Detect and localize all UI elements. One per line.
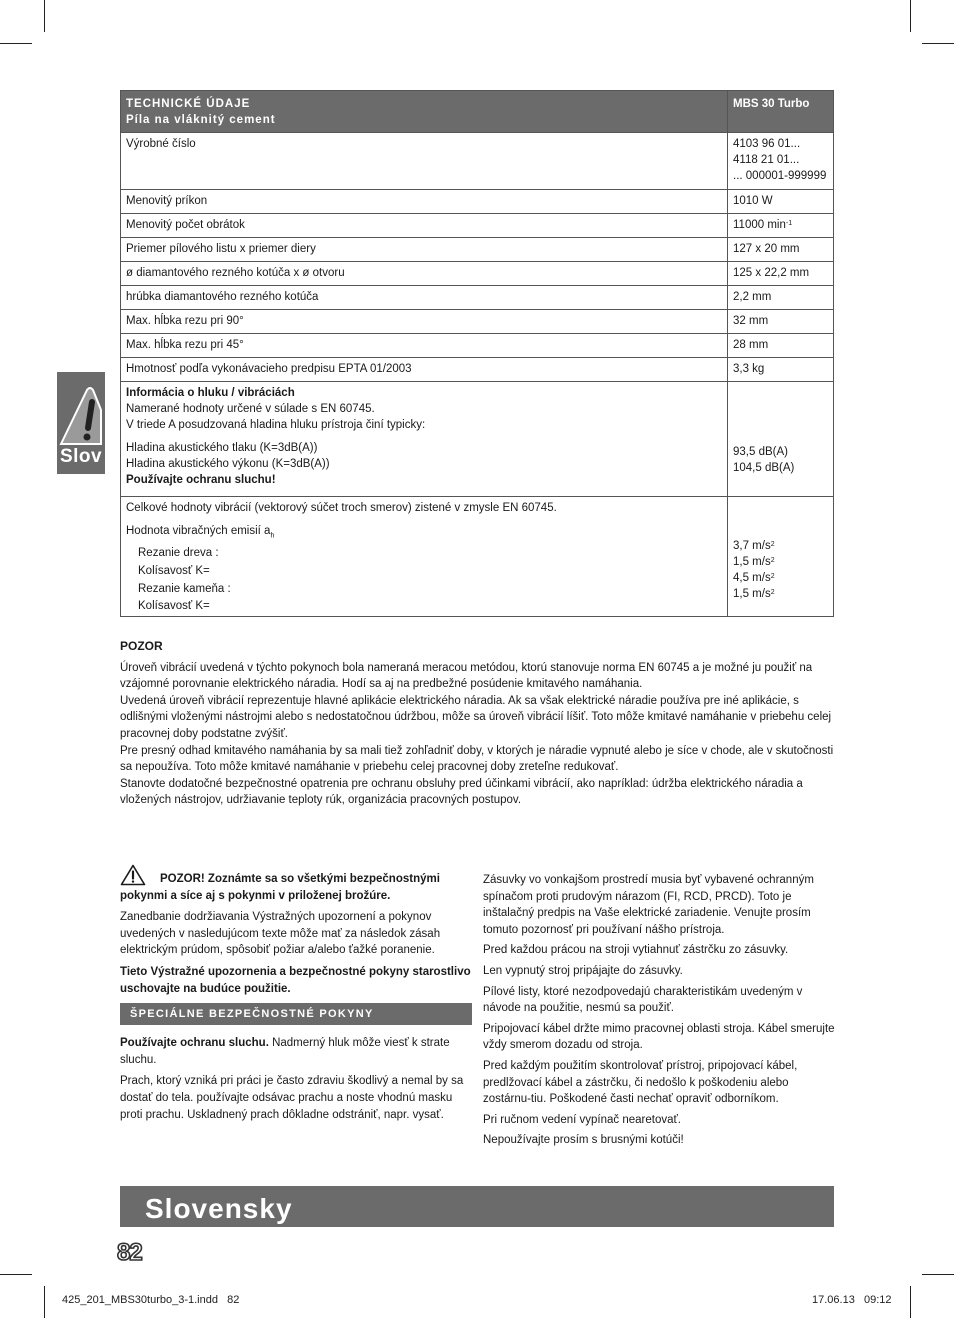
table-row (121, 286, 834, 310)
noise-line: Hladina akustického tlaku (K=3dB(A)) (126, 442, 318, 454)
vibration-value (733, 554, 828, 570)
pozor-paragraph: Úroveň vibrácií uvedená v týchto pokynoch bola nameraná meracou metódou, ktorú stanovuje norma EN 60745 a je možné ju použiť na vzájomné porovnanie elektrického náradia. Hodí sa aj na predbežné posúdenie kmitavého namáhania. (120, 661, 813, 691)
vibration-text: Hodnota vibračných emisií a (126, 525, 271, 537)
language-side-tab (57, 372, 105, 474)
header-title: TECHNICKÉ ÚDAJE (126, 98, 251, 110)
row-value: 2,2 mm (728, 286, 834, 310)
header-model: MBS 30 Turbo (728, 91, 834, 133)
row-value-line: 4103 96 01... (733, 138, 801, 150)
safety-warning (120, 864, 472, 904)
crop-mark (910, 0, 911, 32)
noise-line: V triede A posudzovaná hladina hluku prístroja činí typicky: (126, 419, 426, 431)
side-tab-label: Slov (59, 446, 103, 468)
header-subtitle: Píla na vláknitý cement (126, 114, 276, 126)
crop-mark (922, 1274, 954, 1275)
warning-icon (57, 386, 105, 448)
vibration-value (733, 570, 828, 586)
vibration-line: Rezanie kameňa : (138, 583, 231, 596)
crop-mark (0, 43, 32, 44)
row-value-line: ... 000001-999999 (733, 170, 827, 182)
page-number: 82 (117, 1239, 142, 1266)
vibration-value (733, 538, 828, 554)
table-row (121, 310, 834, 334)
table-row (121, 358, 834, 382)
paragraph-rest: Nadmerný hluk môže viesť k strate sluchu. (120, 1037, 450, 1066)
pozor-heading: POZOR (120, 639, 163, 653)
footer-datetime: 17.06.13 09:12 (812, 1294, 892, 1306)
paragraph: Prach, ktorý vzniká pri práci je často zdraviu škodlivý a nemal by sa dostať do tela. používajte odsávac prachu a noste vhodnú masku proti prachu. Uskladnený prach dôkladne odstrániť, napr. vysať. (120, 1075, 464, 1121)
safety-warning-text: POZOR! Zoznámte sa so všetkými bezpečnostnými pokynmi a síce aj s pokynmi v priloženej brožúre. (120, 873, 440, 902)
paragraph: Pri ručnom vedení vypínač nearetovať. (483, 1113, 681, 1126)
crop-mark (910, 1286, 911, 1318)
row-label: hrúbka diamantového rezného kotúča (121, 286, 728, 310)
crop-mark (922, 43, 954, 44)
table-row (121, 238, 834, 262)
language-bar (120, 1186, 834, 1227)
paragraph: Pripojovací kábel držte mimo pracovnej oblasti stroja. Kábel smerujte vždy smerom dozadu od stroja. (483, 1022, 835, 1052)
vibration-value (733, 586, 828, 602)
vibration-line (126, 523, 722, 544)
noise-values (728, 382, 834, 497)
noise-line: Namerané hodnoty určené v súlade s EN 60745. (126, 403, 375, 415)
vibration-info (121, 497, 728, 617)
vibration-value-text: 4,5 m/s (733, 572, 771, 584)
warning-triangle-icon (120, 864, 146, 886)
crop-mark (44, 1286, 45, 1318)
vibration-value-text: 1,5 m/s (733, 556, 771, 568)
superscript: 2 (770, 573, 775, 580)
superscript: 2 (770, 589, 775, 596)
language-title: Slovensky (145, 1193, 293, 1224)
pozor-section (120, 638, 834, 809)
row-label: Max. hĺbka rezu pri 90° (121, 310, 728, 334)
vibration-line: Kolísavosť K= (138, 565, 210, 578)
paragraph-lead: Používajte ochranu sluchu. (120, 1037, 269, 1050)
superscript: 2 (770, 541, 775, 548)
noise-title: Informácia o hluku / vibráciách (126, 387, 295, 399)
row-value: 127 x 20 mm (728, 238, 834, 262)
right-column (483, 872, 835, 1153)
vibration-line: Kolísavosť K= (138, 600, 210, 613)
table-header-title (121, 91, 728, 133)
crop-mark (44, 0, 45, 32)
vibration-value-text: 3,7 m/s (733, 540, 771, 552)
row-value: 28 mm (728, 334, 834, 358)
vibration-row (121, 497, 834, 617)
pozor-paragraph: Stanovte dodatočné bezpečnostné opatrenia pre ochranu obsluhy pred účinkami vibrácií, ako napríklad: údržba elektrického náradia a vložených nástrojov, udržiavanie teploty rúk, organizácia pracovných postupov. (120, 777, 803, 807)
table-row (121, 133, 834, 190)
paragraph: Pred každým použitím skontrolovať prístroj, pripojovací kábel, predlžovací kábel a zástrčku, či nedošlo k poškodeniu alebo zostárnu-tiu. Poškodené časti nechať opraviť odborníkom. (483, 1059, 798, 1106)
pozor-paragraph: Pre presný odhad kmitavého namáhania by sa mali tiež zohľadniť doby, v ktorých je náradie vypnuté alebo je síce v chode, ale v skutočnosti sa nepoužíva. Toto môže kmitavé namáhanie v priebehu celej pracovnej doby zreteľne redukovať. (120, 744, 834, 774)
row-value: 32 mm (728, 310, 834, 334)
row-label: Max. hĺbka rezu pri 45° (121, 334, 728, 358)
table-row (121, 334, 834, 358)
section-title: ŠPECIÁLNE BEZPEČNOSTNÉ POKYNY (120, 1003, 472, 1025)
row-value-line: 4118 21 01... (733, 154, 800, 166)
noise-info (121, 382, 728, 497)
row-label: Menovitý počet obrátok (121, 214, 728, 238)
row-value: 1010 W (728, 190, 834, 214)
vibration-line: Celkové hodnoty vibrácií (vektorový súčet troch smerov) zistené v zmysle EN 60745. (126, 502, 557, 514)
row-value: 3,3 kg (728, 358, 834, 382)
table-row (121, 214, 834, 238)
vibration-line: Rezanie dreva : (138, 547, 219, 560)
paragraph: Len vypnutý stroj pripájajte do zásuvky. (483, 964, 683, 977)
paragraph: Pílové listy, ktoré nezodpovedajú charakteristikám uvedeným v návode na použitie, nesmú sa použiť. (483, 985, 803, 1015)
paragraph: Nepoužívajte prosím s brusnými kotúči! (483, 1134, 684, 1147)
vibration-values (728, 497, 834, 617)
paragraph: Zásuvky vo vonkajšom prostredí musia byť vybavené ochranným spínačom proti prudovým nárazom (FI, RCD, PRCD). Toto je inštalačný predpis na Vaše elektrické zariadenie. Venujte prosím tomuto pozornosť pri používaní nášho prístroja. (483, 874, 814, 936)
vibration-value-text: 1,5 m/s (733, 588, 771, 600)
paragraph: Zanedbanie dodržiavania Výstražných upozornení a pokynov uvedených v nasledujúcom texte môže mať za následok zásah elektrickým prúdom, spôsobiť požiar a/alebo ťažké poranenie. (120, 911, 441, 957)
row-value (728, 133, 834, 190)
row-value-text: 11000 min (733, 219, 786, 231)
row-label: Hmotnosť podľa vykonávacieho predpisu EPTA 01/2003 (121, 358, 728, 382)
technical-data-table (120, 90, 834, 617)
noise-row (121, 382, 834, 497)
noise-line: Hladina akustického výkonu (K=3dB(A)) (126, 458, 330, 470)
crop-mark (0, 1274, 32, 1275)
paragraph: Pred každou prácou na stroji vytiahnuť zástrčku zo zásuvky. (483, 944, 789, 957)
subscript: h (270, 532, 275, 540)
left-column (120, 864, 472, 1128)
noise-value: 104,5 dB(A) (733, 462, 795, 474)
superscript: 2 (770, 557, 775, 564)
row-label: Priemer pílového listu x priemer diery (121, 238, 728, 262)
noise-warning: Používajte ochranu sluchu! (126, 474, 276, 486)
footer-filename: 425_201_MBS30turbo_3-1.indd 82 (62, 1294, 240, 1306)
table-row (121, 262, 834, 286)
paragraph-bold: Tieto Výstražné upozornenia a bezpečnostné pokyny starostlivo uschovajte na budúce použitie. (120, 965, 471, 995)
row-label: ø diamantového rezného kotúča x ø otvoru (121, 262, 728, 286)
row-label: Výrobné číslo (121, 133, 728, 190)
pozor-paragraph: Uvedená úroveň vibrácií reprezentuje hlavné aplikácie elektrického náradia. Ak sa však elektrické náradie používa pre iné aplikácie, s odlišnými vloženými nástrojmi alebo s nedostatočnou údržbou, môže sa úroveň vibrácií líšiť. Toto môže kmitavé namáhanie v priebehu celej pracovnej doby podstatne zvýšiť. (120, 694, 832, 740)
row-label: Menovitý príkon (121, 190, 728, 214)
table-row (121, 190, 834, 214)
table-header-row (121, 91, 834, 133)
row-value: 125 x 22,2 mm (728, 262, 834, 286)
row-value (728, 214, 834, 238)
paragraph (120, 1035, 472, 1068)
noise-value: 93,5 dB(A) (733, 446, 788, 458)
superscript: -1 (785, 220, 793, 227)
